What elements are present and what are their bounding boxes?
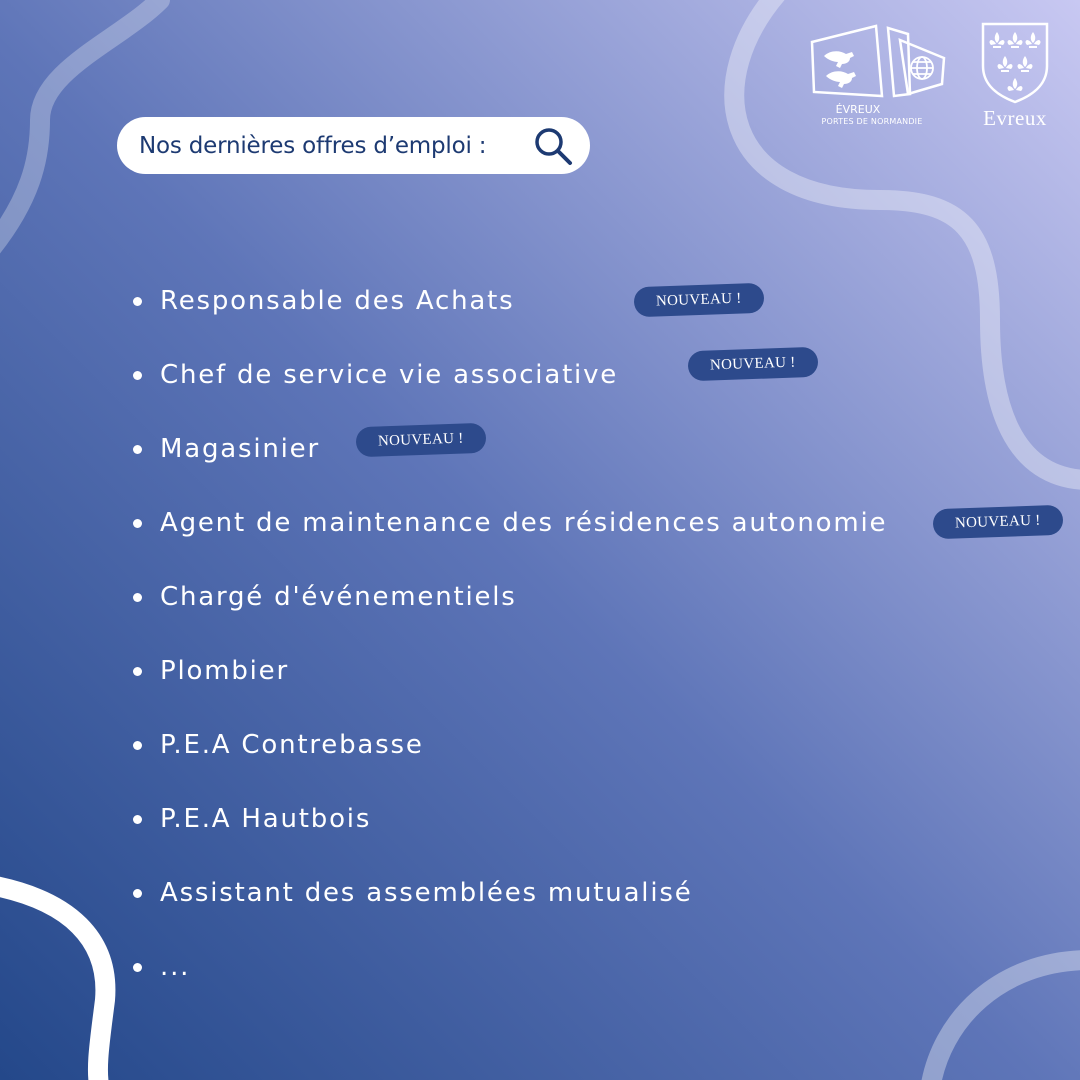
new-badge: NOUVEAU !	[634, 283, 765, 318]
bullet-icon	[133, 371, 142, 380]
agglo-logo-subtitle: PORTES DE NORMANDIE	[821, 117, 923, 126]
new-badge: NOUVEAU !	[933, 505, 1064, 540]
bullet-icon	[133, 963, 142, 972]
bullet-icon	[133, 815, 142, 824]
bullet-icon	[133, 889, 142, 898]
bullet-icon	[133, 519, 142, 528]
search-label: Nos dernières offres d’emploi :	[139, 132, 487, 159]
job-title[interactable]: Responsable des Achats	[160, 286, 515, 316]
new-badge: NOUVEAU !	[356, 423, 487, 458]
agglo-logo-name: ÉVREUX	[835, 103, 881, 116]
job-title[interactable]: Plombier	[160, 656, 289, 686]
new-badge: NOUVEAU !	[688, 347, 819, 382]
job-title[interactable]: Chargé d'événementiels	[160, 582, 517, 612]
bullet-icon	[133, 297, 142, 306]
job-title[interactable]: Assistant des assemblées mutualisé	[160, 878, 693, 908]
job-title[interactable]: Agent de maintenance des résidences autonomie	[160, 508, 888, 538]
more-ellipsis: ...	[160, 952, 191, 982]
bullet-icon	[133, 741, 142, 750]
bullet-icon	[133, 667, 142, 676]
bullet-icon	[133, 445, 142, 454]
city-logo-name: Evreux	[983, 106, 1047, 130]
job-title[interactable]: P.E.A Contrebasse	[160, 730, 424, 760]
job-title[interactable]: Chef de service vie associative	[160, 360, 619, 390]
job-title[interactable]: Magasinier	[160, 434, 320, 464]
job-title[interactable]: P.E.A Hautbois	[160, 804, 372, 834]
bullet-icon	[133, 593, 142, 602]
